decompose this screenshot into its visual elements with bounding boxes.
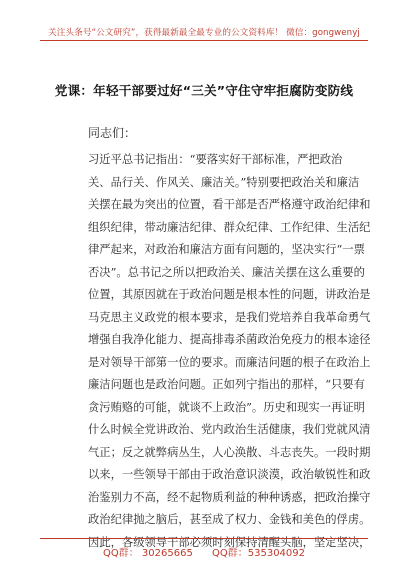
header-divider xyxy=(40,40,368,41)
body-line: 气正；反之就弊病丛生，人心涣散、斗志丧失。一段时期 xyxy=(88,445,371,459)
body-line: 因此，各级领导干部必须时刻保持清醒头脑，坚定坚决， xyxy=(88,535,371,549)
body-line: 以来，一些领导干部由于政治意识淡漠，政治敏锐性和政 xyxy=(88,468,371,481)
body-line: 组织纪律，带动廉洁纪律、群众纪律、工作纪律、生活纪 xyxy=(88,220,371,234)
body-line: 什么时候全党讲政治、党内政治生活健康，我们党就风清 xyxy=(88,423,371,436)
body-line: 位置，其原因就在于政治问题是根本性的问题，讲政治是 xyxy=(88,288,371,301)
document-title: 党课：年轻干部要过好“三关”守住守牢拒腐防变防线 xyxy=(54,83,354,98)
body-line: 关、品行关、作风关、廉洁关。”特别要把政治关和廉洁 xyxy=(88,175,360,189)
footer-qq-group-2: QQ群：535304092 xyxy=(212,548,306,559)
body-line: 关摆在最为突出的位置，看干部是否严格遵守政治纪律和 xyxy=(88,198,371,211)
footer-qq-group-1: QQ群： 30265665 xyxy=(102,548,193,559)
page-footer xyxy=(40,544,368,559)
body-line: 律严起来，对政治和廉洁方面有问题的，坚决实行“一票 xyxy=(88,243,365,256)
body-line: 廉洁问题也是政治问题。正如列宁指出的那样，“只要有 xyxy=(88,378,365,391)
body-line: 政治纪律抛之脑后，甚至成了权力、金钱和美色的俘虏。 xyxy=(88,513,371,526)
body-line: 习近平总书记指出：“要落实好干部标准，严把政治 xyxy=(88,153,343,166)
page-header: 关注头条号“公文研究”，获得最新最全最专业的公文资料库！ 微信：gongwenyj xyxy=(48,28,360,38)
body-line: 是对领导干部第一位的要求。而廉洁问题的根子在政治上 xyxy=(88,355,371,369)
body-line: 增强自我净化能力、提高排毒杀菌政治免疫力的根本途径 xyxy=(88,333,371,346)
body-line: 治鉴别力不高，经不起物质利益的种种诱惑，把政治操守 xyxy=(88,490,371,504)
body-line: 否决”。总书记之所以把政治关、廉洁关摆在这么重要的 xyxy=(88,265,365,279)
body-line: 马克思主义政党的根本要求，是我们党培养自我革命勇气 xyxy=(88,310,371,324)
body-line: 贪污贿赂的可能，就谈不上政治”。历史和现实一再证明 xyxy=(88,400,365,414)
footer-divider xyxy=(40,538,368,539)
salutation: 同志们： xyxy=(88,126,137,140)
body-text xyxy=(88,149,371,554)
